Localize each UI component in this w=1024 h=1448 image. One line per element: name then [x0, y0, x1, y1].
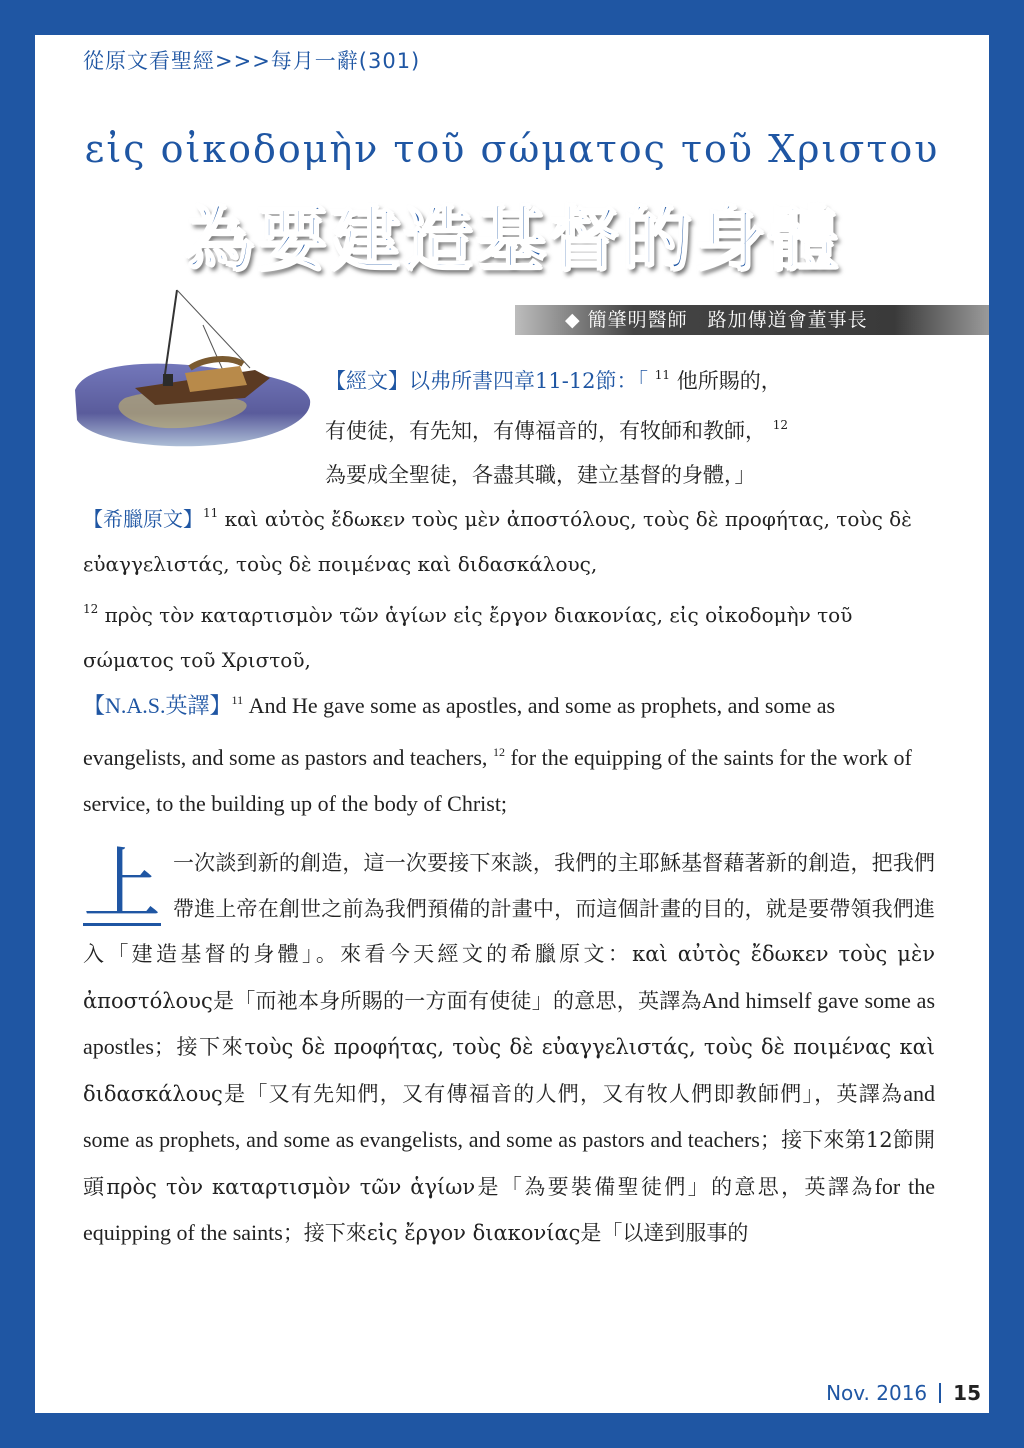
body-text: ；接下來 — [282, 1221, 367, 1245]
greek-phrase: εἰς ἔργον διακονίας — [366, 1221, 581, 1245]
author-bar: ◆ 簡肇明醫師 路加傳道會董事長 — [515, 305, 989, 335]
greek-title: εἰς οἰκοδομὴν τοῦ σώματος τοῦ Χριστου — [84, 127, 940, 171]
body-text: 是「又有先知們，又有傳福音的人們，又有牧人們即教師們」，英譯為 — [222, 1081, 904, 1106]
magazine-page — [35, 35, 989, 1413]
verse-greek — [83, 491, 935, 683]
english-phrase: And himself gave some as apostles — [83, 987, 936, 1059]
verse-number: 12 — [83, 602, 99, 616]
body-text: 一次談到新的創造，這一次要接下來談，我們的主耶穌基督藉著新的創造，把我們帶進上帝在創世之前為我們預備的計畫中，而這個計畫的目的，就是要帶領我們進入「建造基督的身體」。來看今天經文的希臘原文： — [83, 851, 935, 966]
body-text: 是「而祂本身所賜的一方面有使徒」的意思，英譯為 — [212, 988, 702, 1013]
greek-label: 【希臘原文】 — [83, 507, 203, 531]
verse-english — [83, 677, 935, 827]
greek-phrase: τοὺς δὲ προφήτας, τοὺς δὲ εὐαγγελιστάς, τοὺς δὲ ποιμένας καὶ διδασκάλους — [83, 1035, 936, 1106]
greek-phrase: καὶ αὐτὸς ἔδωκεν τοὺς μὲν ἀποστόλους — [83, 942, 935, 1013]
article-body — [83, 841, 935, 1257]
english-label: 【N.A.S.英譯】 — [83, 693, 232, 718]
body-text: 是「為要裝備聖徒們」的意思，英譯為 — [475, 1174, 875, 1199]
greek-text: καὶ αὐτὸς ἔδωκεν τοὺς μὲν ἀποστόλους, τοὺς δὲ προφήτας, τοὺς δὲ εὐαγγελιστάς, τοὺς δὲ ποιμένας καὶ διδασκάλους, — [83, 507, 912, 576]
body-text: 是「以達到服事的 — [580, 1221, 749, 1245]
issue-date: Nov. 2016 — [826, 1381, 928, 1405]
body-text: ；接下來 — [153, 1035, 245, 1059]
verse-number: 11 — [203, 506, 219, 520]
body-text: ；接下來第12節開頭 — [83, 1128, 935, 1199]
page-number: 15 — [953, 1381, 981, 1405]
drop-cap: 上 — [83, 840, 162, 930]
english-text: for the equipping of the saints for the work of service, to the building up of the body of Christ; — [83, 745, 912, 816]
verse-text: 有使徒，有先知，有傳福音的，有牧師和教師， — [325, 419, 766, 443]
boat-watercolor-illustration — [65, 270, 315, 460]
verse-number: 12 — [772, 418, 788, 432]
greek-text: πρὸς τὸν καταρτισμὸν τῶν ἁγίων εἰς ἔργον διακονίας, εἰς οἰκοδομὴν τοῦ σώματος τοῦ Χριστοῦ, — [83, 603, 853, 672]
english-text: And He gave some as apostles, and some as prophets, and some as evangelists, and some as pastors and teachers, — [83, 693, 836, 770]
series-heading: 從原文看聖經>>>每月一辭(301) — [83, 49, 421, 73]
verse-text: 他所賜的， — [676, 369, 782, 393]
footer-divider — [939, 1383, 941, 1403]
verse-text: 為要成全聖徒，各盡其職，建立基督的身體，」 — [325, 463, 756, 487]
verse-reference: 以弗所書四章11-12節：「 — [409, 369, 649, 393]
verse-chinese — [325, 353, 935, 497]
page-footer — [826, 1381, 981, 1405]
english-phrase: and some as prophets, and some as evangelists, and some as pastors and teachers — [83, 1080, 935, 1152]
verse-number: 11 — [231, 693, 244, 707]
verse-number: 11 — [654, 368, 671, 382]
greek-phrase: πρὸς τὸν καταρτισμὸν τῶν ἁγίων — [106, 1174, 476, 1199]
verse-number: 12 — [492, 745, 505, 759]
main-title: 為要建造基督的身體 — [183, 198, 841, 280]
english-phrase: for the equipping of the saints — [83, 1173, 935, 1245]
verse-label: 【經文】 — [325, 369, 409, 393]
